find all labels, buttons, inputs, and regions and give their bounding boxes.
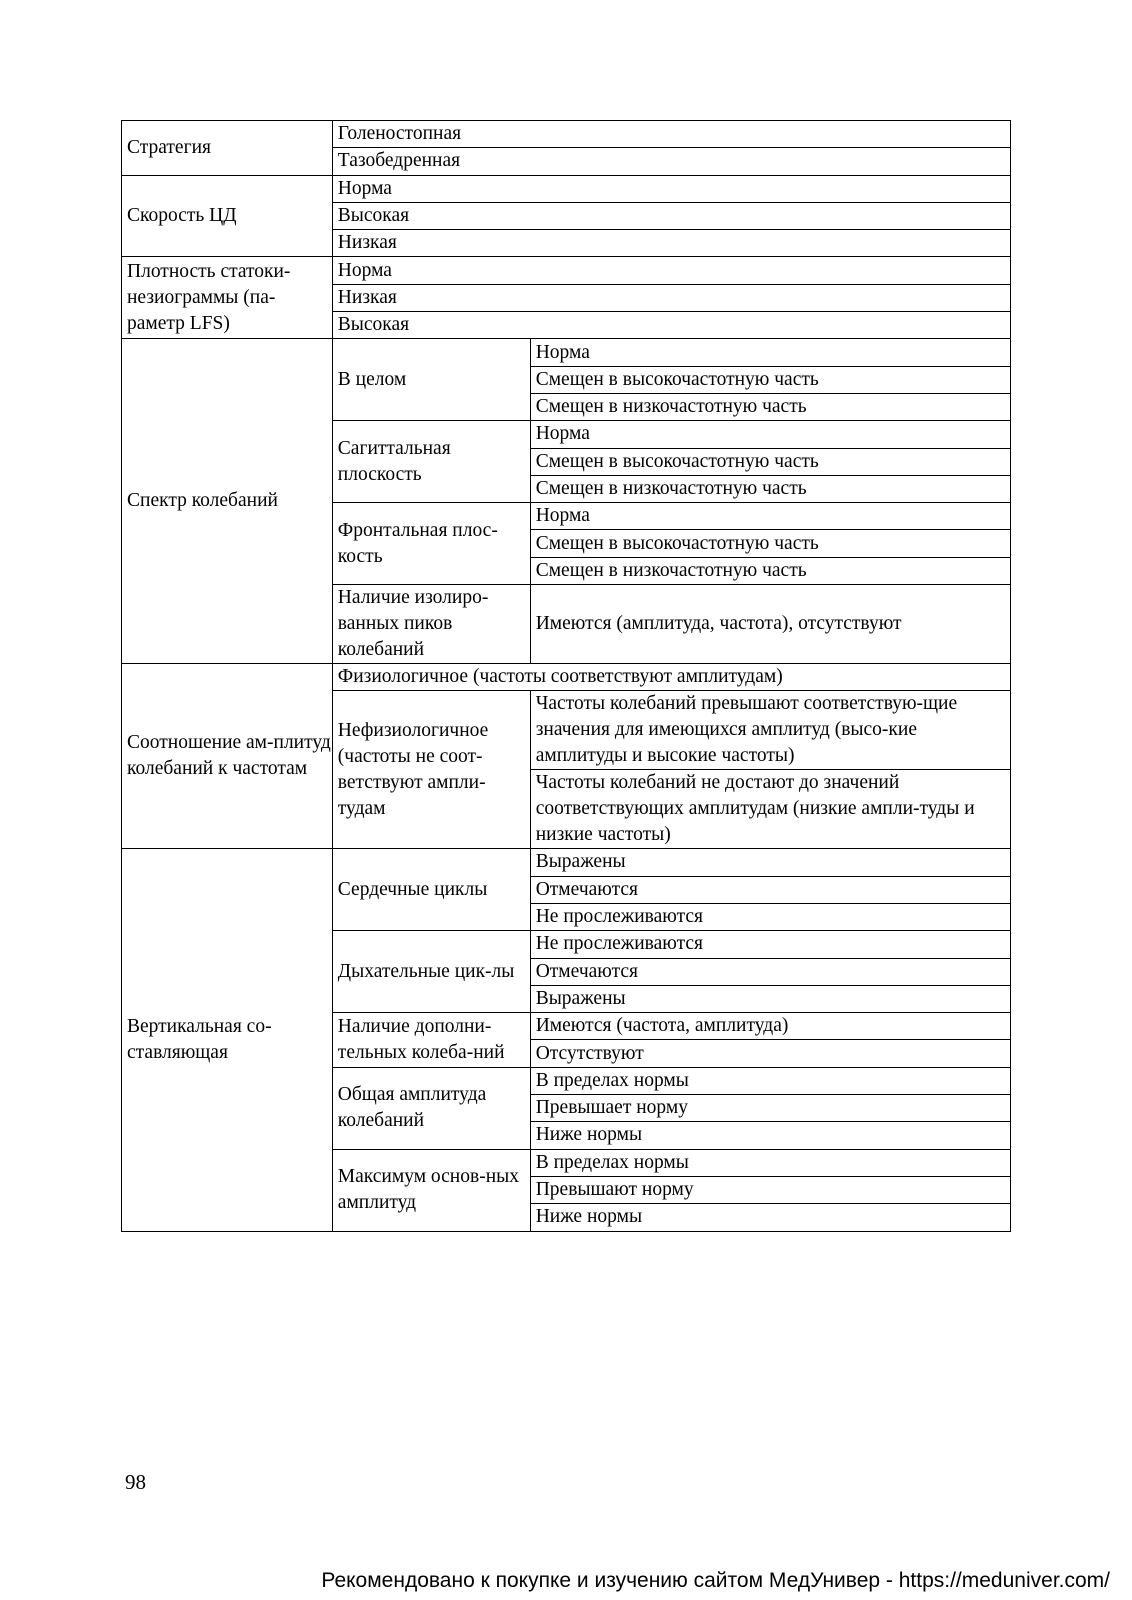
table-cell: Отсутствуют xyxy=(530,1040,1010,1067)
sub-label-respiratory: Дыхательные цик-лы xyxy=(332,931,530,1013)
table-cell: Выражены xyxy=(530,985,1010,1012)
sub-label-additional: Наличие дополни-тельных колеба-ний xyxy=(332,1013,530,1068)
table-row xyxy=(122,121,1011,148)
footer-note: Рекомендовано к покупке и изучению сайтом МедУнивер - https://meduniver.com/ xyxy=(321,1569,1110,1592)
table-cell: Норма xyxy=(530,503,1010,530)
row-label-spectrum: Спектр колебаний xyxy=(122,339,333,664)
table-row xyxy=(122,664,1011,691)
sub-label-cardiac: Сердечные циклы xyxy=(332,849,530,931)
table-cell: Низкая xyxy=(332,284,1010,311)
table-cell: Смещен в низкочастотную часть xyxy=(530,393,1010,420)
table-cell: Превышают норму xyxy=(530,1176,1010,1203)
sub-label-sagittal: Сагиттальная плоскость xyxy=(332,421,530,503)
table-cell: Норма xyxy=(332,175,1010,202)
parameter-table xyxy=(121,120,1011,1232)
sub-label-total-amplitude: Общая амплитуда колебаний xyxy=(332,1067,530,1149)
row-label-cop-speed: Скорость ЦД xyxy=(122,175,333,257)
table-cell: В пределах нормы xyxy=(530,1149,1010,1176)
sub-label-max-amplitude: Максимум основ-ных амплитуд xyxy=(332,1149,530,1231)
table-row xyxy=(122,849,1011,876)
sub-label-overall: В целом xyxy=(332,339,530,421)
row-label-strategy: Стратегия xyxy=(122,121,333,176)
row-label-density: Плотность статоки-незиограммы (па-раметр LFS) xyxy=(122,257,333,339)
table-row xyxy=(122,257,1011,284)
table-cell: Не прослеживаются xyxy=(530,931,1010,958)
table-cell: Отмечаются xyxy=(530,876,1010,903)
table-cell: Отмечаются xyxy=(530,958,1010,985)
row-label-vertical: Вертикальная со-ставляющая xyxy=(122,849,333,1231)
table-cell: Не прослеживаются xyxy=(530,903,1010,930)
table-cell: Высокая xyxy=(332,202,1010,229)
table-cell: Превышает норму xyxy=(530,1095,1010,1122)
table-cell: Частоты колебаний не достают до значений соответствующих амплитудам (низкие ампли-туды и низкие частоты) xyxy=(530,770,1010,849)
sub-label-nonphysiological: Нефизиологичное (частоты не соот-ветствуют ампли-тудам xyxy=(332,691,530,849)
table-cell: Выражены xyxy=(530,849,1010,876)
table-cell: Имеются (амплитуда, частота), отсутствуют xyxy=(530,585,1010,664)
table-row xyxy=(122,175,1011,202)
table-cell: Ниже нормы xyxy=(530,1204,1010,1231)
table-cell: Смещен в низкочастотную часть xyxy=(530,557,1010,584)
table-cell: Тазобедренная xyxy=(332,148,1010,175)
table-cell: Норма xyxy=(332,257,1010,284)
table-row xyxy=(122,339,1011,366)
table-cell: Частоты колебаний превышают соответствую-щие значения для имеющихся амплитуд (высо-кие амплитуды и высокие частоты) xyxy=(530,691,1010,770)
table-cell: Высокая xyxy=(332,312,1010,339)
page-number: 98 xyxy=(125,1470,146,1494)
table-cell: Физиологичное (частоты соответствуют амплитудам) xyxy=(332,664,1010,691)
table-cell: Смещен в высокочастотную часть xyxy=(530,366,1010,393)
table-cell: Смещен в низкочастотную часть xyxy=(530,475,1010,502)
table-cell: Смещен в высокочастотную часть xyxy=(530,530,1010,557)
table-cell: Имеются (частота, амплитуда) xyxy=(530,1013,1010,1040)
row-label-ratio: Соотношение ам-плитуд колебаний к частотам xyxy=(122,664,333,849)
table-cell: Низкая xyxy=(332,230,1010,257)
table-cell: Ниже нормы xyxy=(530,1122,1010,1149)
table-cell: Норма xyxy=(530,421,1010,448)
sub-label-peaks: Наличие изолиро-ванных пиков колебаний xyxy=(332,585,530,664)
table-cell: Норма xyxy=(530,339,1010,366)
table-cell: Смещен в высокочастотную часть xyxy=(530,448,1010,475)
table-cell: Голеностопная xyxy=(332,121,1010,148)
table-cell: В пределах нормы xyxy=(530,1067,1010,1094)
sub-label-frontal: Фронтальная плос-кость xyxy=(332,503,530,585)
